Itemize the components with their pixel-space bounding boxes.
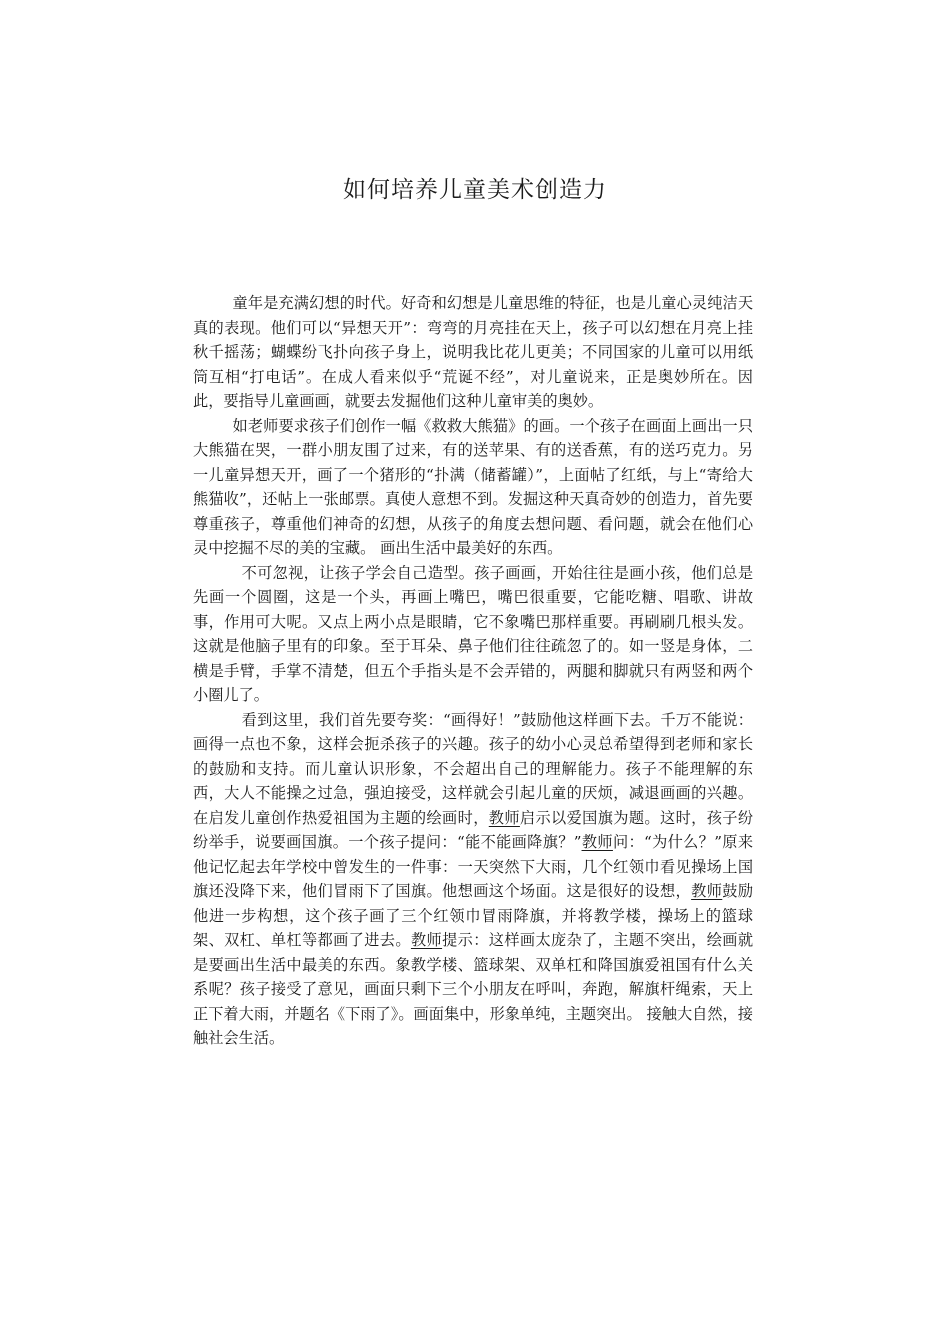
paragraph bbox=[193, 561, 753, 708]
paragraph bbox=[193, 291, 753, 414]
underlined-term: 教师 bbox=[488, 808, 520, 827]
document-body bbox=[193, 291, 753, 1051]
paragraph bbox=[193, 708, 753, 1051]
document-title: 如何培养儿童美术创造力 bbox=[343, 177, 607, 203]
paragraph-text: 鼓励他进一步构想，这个孩子画了三个红领巾冒雨降旗，并将教学楼，操场上的篮球架、双杠、单杠等都画了进去。 bbox=[193, 882, 754, 949]
paragraph-text: 童年是充满幻想的时代。好奇和幻想是儿童思维的特征，也是儿童心灵纯洁天真的表现。他们可以“异想天开”：弯弯的月亮挂在天上，孩子可以幻想在月亮上挂秋千摇荡；蝴蝶纷飞扑向孩子身上，说明我比花儿更美；不同国家的儿童可以用纸筒互相“打电话”。在成人看来似乎“荒诞不经”，对儿童说来，正是奥妙所在。因此，要指导儿童画画，就要去发掘他们这种儿童审美的奥妙。 bbox=[193, 294, 753, 410]
underlined-term: 教师 bbox=[410, 931, 443, 949]
paragraph-text: 看到这里，我们首先要夸奖：“画得好！”鼓励他这样画下去。千万不能说：画得一点也不象，这样会扼杀孩子的兴趣。孩子的幼小心灵总希望得到老师和家长的鼓励和支持。而儿童认识形象，不会超出自己的理解能力。孩子不能理解的东西，大人不能操之过急，强迫接受，这样就会引起儿童的厌烦，减退画画的兴趣。 在启发儿童创作热爱祖国为主题的绘画时， bbox=[193, 710, 753, 827]
paragraph-text: 提示：这样画太庞杂了，主题不突出，绘画就是要画出生活中最美的东西。象教学楼、篮球架、双单杠和降国旗爱祖国有什么关系呢？孩子接受了意见，画面只剩下三个小朋友在呼叫，奔跑，解旗杆绳索，天上正下着大雨，并题名《下雨了》。画面集中，形象单纯，主题突出。 接触大自然，接触社会生活。 bbox=[193, 931, 754, 1047]
underlined-term: 教师 bbox=[691, 882, 723, 900]
paragraph-text: 问：“为什么？”原来他记忆起去年学校中曾发生的一件事：一天突然下大雨，几个红领巾看见操场上国旗还没降下来，他们冒雨下了国旗。他想画这个场面。这是很好的设想， bbox=[193, 833, 754, 900]
paragraph-text: 不可忽视，让孩子学会自己造型。孩子画画，开始往往是画小孩，他们总是先画一个圆圈，这是一个头，再画上嘴巴，嘴巴很重要，它能吃糖、唱歌、讲故事，作用可大呢。又点上两小点是眼睛，它不象嘴巴那样重要。再刷刷几根头发。这就是他脑子里有的印象。至于耳朵、鼻子他们往往疏忽了的。如一竖是身体，二横是手臂，手掌不清楚，但五个手指头是不会弄错的，两腿和脚就只有两竖和两个小圈儿了。 bbox=[193, 563, 753, 704]
paragraph-text: 启示以爱国旗为题。这时，孩子纷纷举手，说要画国旗。一个孩子提问：“能不能画降旗？” bbox=[193, 808, 754, 851]
paragraph-text: 如老师要求孩子们创作一幅《救救大熊猫》的画。一个孩子在画面上画出一只大熊猫在哭，一群小朋友围了过来，有的送苹果、有的送香蕉，有的送巧克力。另一儿童异想天开，画了一个猪形的“扑满（储蓄罐）”，上面帖了红纸，与上“寄给大熊猫收”，还帖上一张邮票。真使人意想不到。发掘这种天真奇妙的创造力，首先要尊重孩子，尊重他们神奇的幻想，从孩子的角度去想问题、看问题，就会在他们心灵中挖掘不尽的美的宝藏。 画出生活中最美好的东西。 bbox=[193, 416, 753, 557]
paragraph bbox=[193, 414, 753, 561]
underlined-term: 教师 bbox=[581, 833, 613, 851]
